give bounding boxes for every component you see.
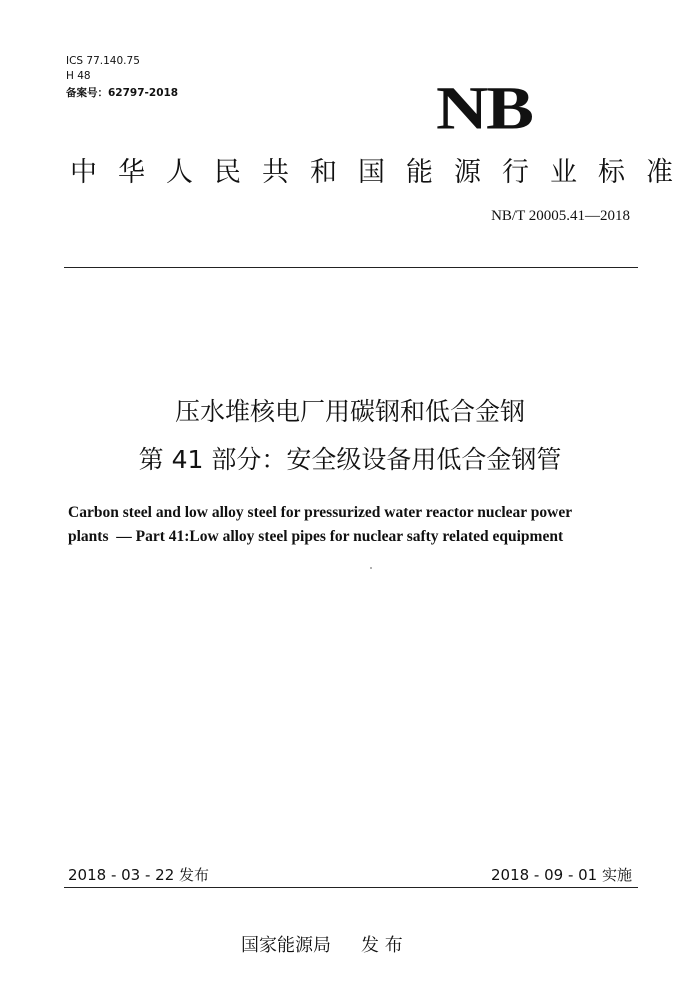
publisher-name: 国家能源局 <box>241 935 331 956</box>
scan-speck <box>370 567 372 569</box>
nb-logo: NB <box>436 73 533 143</box>
bottom-divider <box>64 887 638 888</box>
filing-number: 备案号：62797-2018 <box>66 87 179 99</box>
publisher-line <box>241 931 403 957</box>
standard-category-title: 中华人民共和国能源行业标准 <box>70 157 694 188</box>
top-divider <box>64 267 638 268</box>
ics-code: ICS 77.140.75 <box>66 55 140 67</box>
standard-code: NB/T 20005.41—2018 <box>491 208 630 224</box>
issue-date: 2018 - 03 - 22 发布 <box>68 866 210 884</box>
title-en-line2: plants — Part 41:Low alloy steel pipes for nuclear safty related equipment <box>68 528 564 545</box>
title-zh-line1: 压水堆核电厂用碳钢和低合金钢 <box>174 397 525 426</box>
implementation-date: 2018 - 09 - 01 实施 <box>490 866 632 884</box>
title-zh-line2: 第 41 部分：安全级设备用低合金钢管 <box>138 445 562 474</box>
classification-code: H 48 <box>66 70 91 82</box>
publisher-action: 发 布 <box>361 935 403 956</box>
title-en-line1: Carbon steel and low alloy steel for pressurized water reactor nuclear power <box>68 504 573 521</box>
